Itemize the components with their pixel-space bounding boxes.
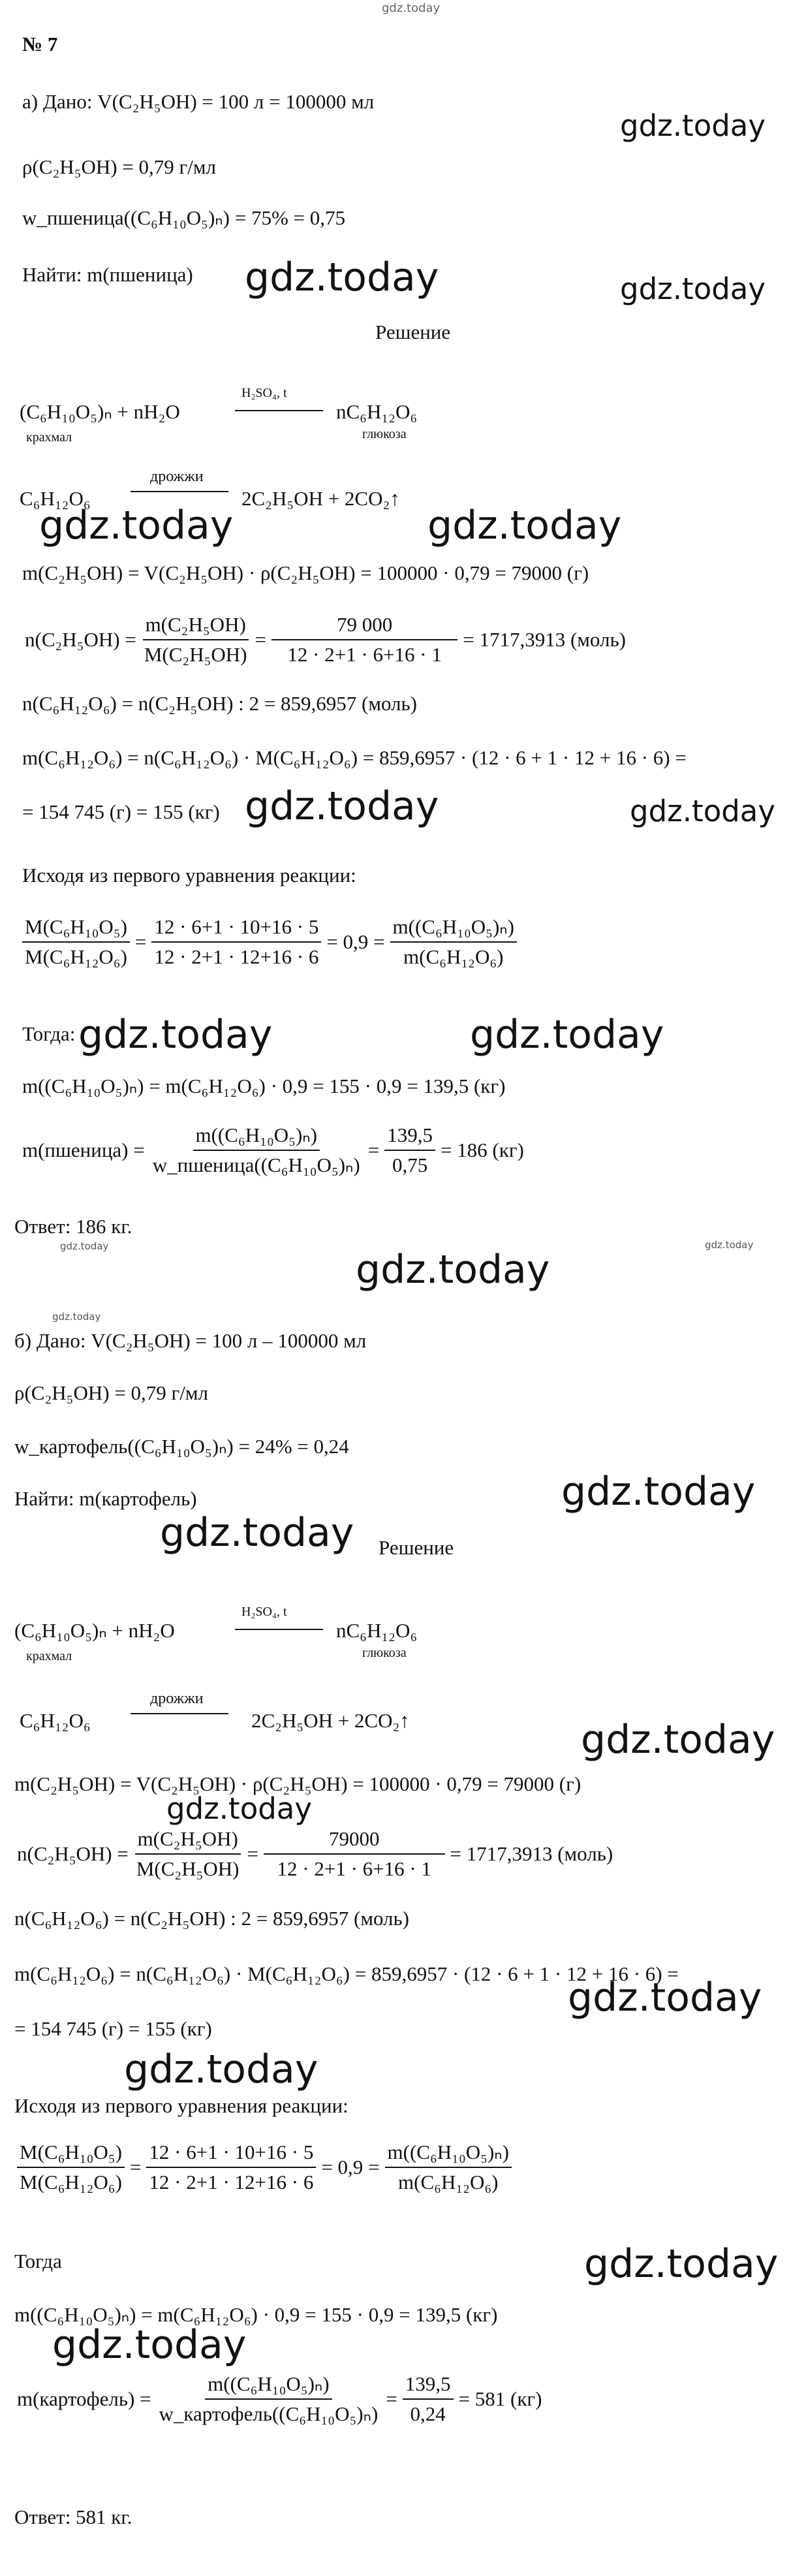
equals-sign: = <box>255 628 266 651</box>
result: = 1717,3913 (моль) <box>463 628 626 651</box>
eq1-left-b: (C₆H₁₀O₅)ₙ + nH₂O <box>14 1619 175 1642</box>
result: = 581 (кг) <box>458 2387 542 2410</box>
denominator: 12 · 2+1 · 6+16 · 1 <box>287 643 442 666</box>
eq1-label-starch-b: крахмал <box>26 1649 72 1663</box>
mass-glucose-a: m(C₆H₁₂O₆) = n(C₆H₁₂O₆) · M(C₆H₁₂O₆) = 859,6957 · (12 · 6 + 1 · 12 + 16 · 6) = <box>22 746 687 769</box>
then-a: Тогда: <box>22 1022 76 1045</box>
watermark: gdz.today <box>78 1012 273 1058</box>
watermark: gdz.today <box>705 1239 754 1251</box>
denominator: M(C₆H₁₂O₆) <box>20 2171 122 2193</box>
fraction <box>151 915 321 969</box>
header-site[interactable]: gdz.today <box>382 1 441 15</box>
given-density-b: ρ(C₂H₅OH) = 0,79 г/мл <box>14 1381 208 1404</box>
eq1-label-starch-a: крахмал <box>26 430 72 445</box>
denominator: M(C₂H₅OH) <box>136 1857 240 1880</box>
watermark: gdz.today <box>581 1717 775 1763</box>
denominator: 12 · 2+1 · 12+16 · 6 <box>149 2171 314 2193</box>
task-number: № 7 <box>22 33 58 55</box>
watermark: gdz.today <box>245 783 439 829</box>
moles-ethanol-a <box>22 607 628 672</box>
given-fraction-b: w_картофель((C₆H₁₀O₅)ₙ) = 24% = 0,24 <box>14 1435 349 1458</box>
eq1-left-a: (C₆H₁₀O₅)ₙ + nH₂O <box>20 400 180 423</box>
molar-ratio-b <box>14 2135 514 2200</box>
fraction <box>22 915 130 969</box>
watermark: gdz.today <box>166 1791 313 1826</box>
watermark: gdz.today <box>620 272 766 306</box>
eq1-right-a: nC₆H₁₂O₆ <box>336 400 418 423</box>
fraction <box>271 613 457 667</box>
eq1-arrow-b <box>235 1629 323 1630</box>
watermark: gdz.today <box>620 108 766 143</box>
denominator: w_пшеница((C₆H₁₀O₅)ₙ) <box>152 1154 360 1176</box>
denominator: m(C₆H₁₂O₆) <box>403 945 504 968</box>
mass-starch-a: m((C₆H₁₀O₅)ₙ) = m(C₆H₁₂O₆) · 0,9 = 155 · 0,9 = 139,5 (кг) <box>22 1075 506 1097</box>
mass-glucose-result-a: = 154 745 (г) = 155 (кг) <box>22 800 220 823</box>
find-a: Найти: m(пшеница) <box>22 263 193 286</box>
mass-potato-label-b: m(картофель) = <box>17 2387 151 2410</box>
watermark: gdz.today <box>52 1311 101 1323</box>
numerator: m((C₆H₁₀O₅)ₙ) <box>205 2372 332 2400</box>
denominator: m(C₆H₁₂O₆) <box>398 2171 499 2193</box>
given-volume-a: а) Дано: V(C₂H₅OH) = 100 л = 100000 мл <box>22 90 375 113</box>
eq1-label-glucose-b: глюкоза <box>362 1646 407 1660</box>
mass-ethanol-a: m(C₂H₅OH) = V(C₂H₅OH) · ρ(C₂H₅OH) = 100000 · 0,79 = 79000 (г) <box>22 561 589 584</box>
mass-glucose-result-b: = 154 745 (г) = 155 (кг) <box>14 2017 212 2040</box>
numerator: 139,5 <box>384 1123 435 1151</box>
moles-ethanol-b <box>14 1821 615 1887</box>
answer-b: Ответ: 581 кг. <box>14 2505 132 2528</box>
equals-sign: = <box>386 2387 397 2410</box>
watermark: gdz.today <box>568 1975 762 2020</box>
equals-sign: = <box>367 1139 380 1161</box>
fraction <box>390 915 517 969</box>
numerator: m((C₆H₁₀O₅)ₙ) <box>390 915 517 943</box>
given-density-a: ρ(C₂H₅OH) = 0,79 г/мл <box>22 155 216 178</box>
fraction <box>146 2141 316 2194</box>
mass-ethanol-b: m(C₂H₅OH) = V(C₂H₅OH) · ρ(C₂H₅OH) = 100000 · 0,79 = 79000 (г) <box>14 1772 581 1795</box>
answer-a: Ответ: 186 кг. <box>14 1215 132 1238</box>
numerator: 12 · 6+1 · 10+16 · 5 <box>151 915 321 943</box>
find-b: Найти: m(картофель) <box>14 1487 197 1510</box>
numerator: 12 · 6+1 · 10+16 · 5 <box>146 2141 316 2168</box>
moles-ethanol-label-a: n(C₂H₅OH) = <box>25 628 136 651</box>
mass-potato-b <box>14 2366 544 2432</box>
ratio-value: = 0,9 = <box>321 2156 380 2178</box>
eq2-arrow-b <box>131 1713 228 1714</box>
denominator: 12 · 2+1 · 6+16 · 1 <box>277 1857 431 1880</box>
fraction <box>403 2372 454 2426</box>
fraction <box>384 1123 435 1177</box>
numerator: 139,5 <box>403 2372 454 2400</box>
moles-glucose-b: n(C₆H₁₂O₆) = n(C₂H₅OH) : 2 = 859,6957 (моль) <box>14 1907 409 1930</box>
numerator: m(C₂H₅OH) <box>143 613 249 640</box>
numerator: M(C₆H₁₀O₅) <box>22 915 130 943</box>
watermark: gdz.today <box>470 1012 664 1058</box>
watermark: gdz.today <box>39 503 234 548</box>
numerator: m((C₆H₁₀O₅)ₙ) <box>385 2141 512 2168</box>
given-fraction-a: w_пшеница((C₆H₁₀O₅)ₙ) = 75% = 0,75 <box>22 206 346 229</box>
numerator: m((C₆H₁₀O₅)ₙ) <box>193 1123 320 1151</box>
solution-heading-b: Решение <box>379 1536 454 1559</box>
denominator: 12 · 2+1 · 12+16 · 6 <box>154 945 319 968</box>
watermark: gdz.today <box>124 2047 318 2092</box>
fraction <box>142 613 250 667</box>
mass-wheat-a <box>20 1118 527 1183</box>
fraction <box>17 2141 125 2194</box>
mass-glucose-b: m(C₆H₁₂O₆) = n(C₆H₁₂O₆) · M(C₆H₁₂O₆) = 859,6957 · (12 · 6 + 1 · 12 + 16 · 6) = <box>14 1962 679 1985</box>
denominator: w_картофель((C₆H₁₀O₅)ₙ) <box>159 2402 379 2425</box>
from-first-eq-b: Исходя из первого уравнения реакции: <box>14 2094 349 2117</box>
denominator: 0,75 <box>392 1154 428 1176</box>
eq2-right-a: 2C₂H₅OH + 2CO₂↑ <box>241 487 400 510</box>
eq1-condition-b: H₂SO₄, t <box>241 1605 287 1619</box>
eq2-left-a: C₆H₁₂O₆ <box>20 487 91 510</box>
from-first-eq-a: Исходя из первого уравнения реакции: <box>22 864 356 887</box>
watermark: gdz.today <box>245 255 439 300</box>
equals-sign: = <box>247 1842 258 1865</box>
fraction <box>157 2372 381 2426</box>
denominator: M(C₂H₅OH) <box>144 643 247 666</box>
watermark: gdz.today <box>356 1247 550 1293</box>
fraction <box>150 1123 363 1177</box>
equals-sign: = <box>129 2156 142 2178</box>
given-volume-b: б) Дано: V(C₂H₅OH) = 100 л – 100000 мл <box>14 1329 367 1352</box>
result: = 1717,3913 (моль) <box>450 1842 613 1865</box>
fraction <box>264 1827 445 1881</box>
eq2-condition-b: дрожжи <box>150 1690 204 1707</box>
result: = 186 (кг) <box>440 1139 524 1161</box>
denominator: M(C₆H₁₂O₆) <box>25 945 127 968</box>
moles-glucose-a: n(C₆H₁₂O₆) = n(C₂H₅OH) : 2 = 859,6957 (моль) <box>22 692 417 715</box>
fraction <box>134 1827 242 1881</box>
watermark: gdz.today <box>52 2322 247 2368</box>
watermark: gdz.today <box>630 794 776 828</box>
eq2-condition-a: дрожжи <box>150 468 204 485</box>
watermark: gdz.today <box>160 1510 354 1556</box>
molar-ratio-a <box>20 909 519 975</box>
watermark: gdz.today <box>561 1469 756 1515</box>
eq2-left-b: C₆H₁₂O₆ <box>20 1709 91 1732</box>
eq1-right-b: nC₆H₁₂O₆ <box>336 1619 418 1642</box>
watermark: gdz.today <box>60 1240 109 1252</box>
watermark: gdz.today <box>584 2241 779 2287</box>
solution-heading-a: Решение <box>375 321 451 343</box>
ratio-value: = 0,9 = <box>326 930 385 953</box>
eq1-label-glucose-a: глюкоза <box>362 427 407 441</box>
eq1-arrow-a <box>235 410 323 411</box>
watermark: gdz.today <box>427 503 622 548</box>
moles-ethanol-label-b: n(C₂H₅OH) = <box>17 1842 129 1865</box>
then-b: Тогда <box>14 2250 62 2272</box>
equals-sign: = <box>134 930 147 953</box>
numerator: 79000 <box>264 1827 445 1855</box>
denominator: 0,24 <box>410 2402 446 2425</box>
numerator: M(C₆H₁₀O₅) <box>17 2141 125 2168</box>
eq2-right-b: 2C₂H₅OH + 2CO₂↑ <box>251 1709 410 1732</box>
numerator: 79 000 <box>271 613 457 640</box>
fraction <box>385 2141 512 2194</box>
eq1-condition-a: H₂SO₄, t <box>241 386 287 400</box>
mass-wheat-label-a: m(пшеница) = <box>22 1139 145 1161</box>
eq2-arrow-a <box>131 491 228 492</box>
mass-starch-b: m((C₆H₁₀O₅)ₙ) = m(C₆H₁₂O₆) · 0,9 = 155 · 0,9 = 139,5 (кг) <box>14 2303 498 2326</box>
numerator: m(C₂H₅OH) <box>135 1827 241 1855</box>
